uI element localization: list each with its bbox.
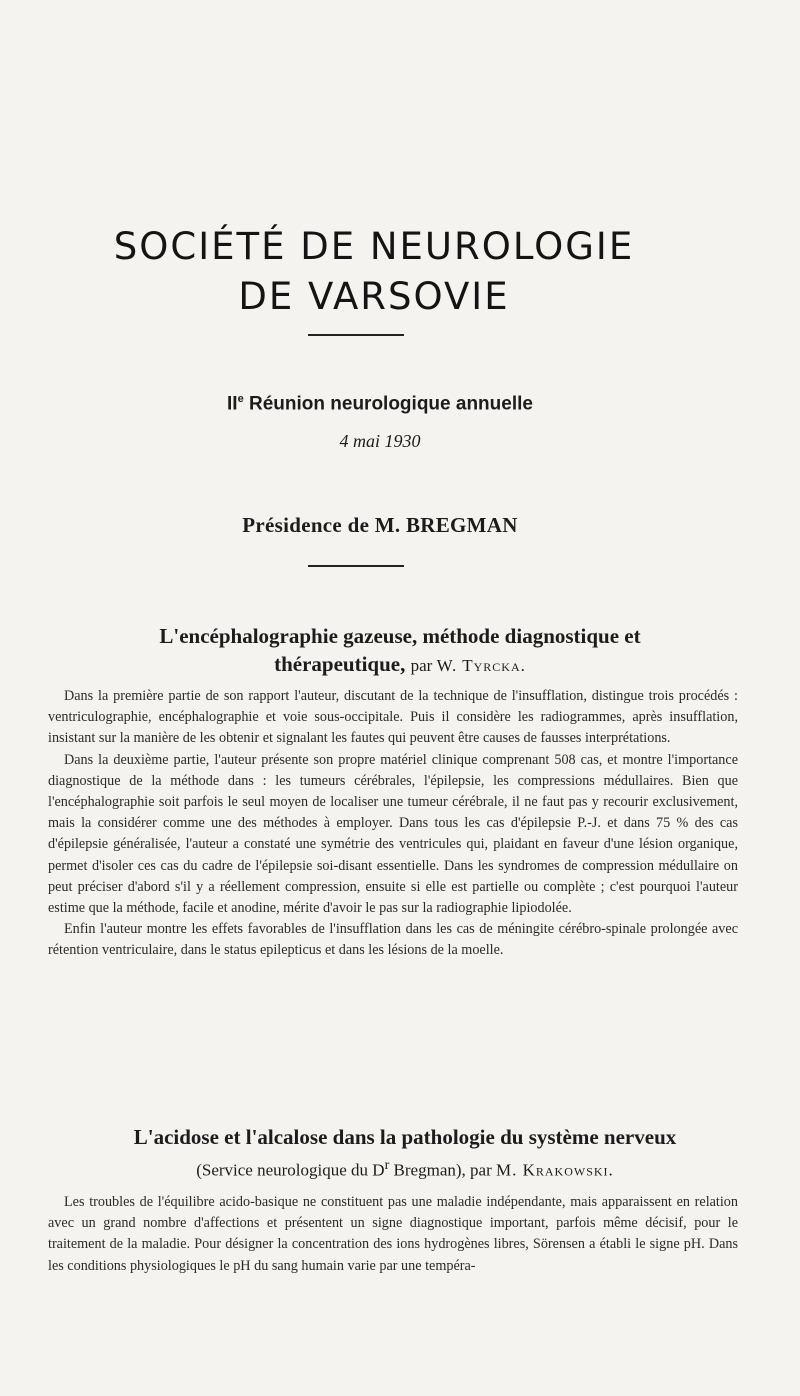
divider-bottom [308, 565, 404, 567]
article1-author-prefix: par [410, 656, 437, 675]
presidency: Présidence de M. BREGMAN [242, 513, 518, 537]
article2-paragraph: Les troubles de l'équilibre acido-basique ne constituent pas une maladie indépendante, mais apparaissent en relation avec un grand nombre d'affections et présentent un signe diagnostique important, parfois même décisif, pour le traitement de la maladie. Pour désigner la concentration des ions hydrogènes libres, Sörensen a établi le signe pH. Dans les conditions physiologiques le pH du sang humain varie par une tempéra- [48, 1194, 738, 1274]
meeting-heading [0, 393, 760, 415]
meeting-number: II [227, 393, 238, 415]
article1-title [60, 622, 740, 680]
article1-paragraph: Enfin l'auteur montre les effets favorables de l'insufflation dans les cas de méningite cérébro-spinale prolongée avec rétention ventriculaire, dans le status epilepticus et dans les lésions de la moelle. [48, 921, 738, 959]
meeting-number-sup: e [237, 393, 244, 405]
article1-author: W. Tyrcka. [436, 656, 526, 675]
article2-title: L'acidose et l'alcalose dans la pathologie du système nerveux [133, 1125, 677, 1149]
article2-body [48, 1192, 738, 1277]
meeting-label: Réunion neurologique annuelle [243, 393, 533, 415]
society-title-line2: DE VARSOVIE [238, 275, 510, 318]
article1-paragraph: Dans la première partie de son rapport l'auteur, discutant de la technique de l'insufflation, distingue trois procédés : ventriculographie, encéphalographie et voie sous-occipitale. Puis il considère les radiogrammes, après insufflation, insistant sur la manière de les obtenir et signalant les fautes qui peuvent être causes de fausses interprétations. [48, 688, 738, 747]
article1-paragraph: Dans la deuxième partie, l'auteur présente son propre matériel clinique comprenant 508 cas, et montre l'importance diagnostique de la méthode dans : les tumeurs cérébrales, l'épilepsie, les compressions médullaires. Bien que l'encéphalographie soit parfois le seul moyen de localiser une tumeur cérébrale, il ne faut pas y recourir exclusivement, mais la considérer comme une des méthodes à employer. Dans tous les cas d'épilepsie P.-J. et dans 75 % des cas d'épilepsie généralisée, l'auteur a constaté une symétrie des ventricules qui, plaidant en faveur d'une lésion organique, permet d'isoler ces cas du cadre de l'épilepsie soi-disant essentielle. Dans les syndromes de compression médullaire on peut préciser d'abord s'il y a réellement compression, ensuite si elle est partielle ou complète ; c'est pourquoi l'auteur estime que la méthode, facile et anodine, mérite d'avoir le pas sur la radiographie lipiodolée. [48, 751, 738, 917]
article1-title-line1: L'encéphalographie gazeuse, méthode diagnostique et [159, 624, 641, 648]
divider-top [308, 334, 404, 336]
article1-title-line2: thérapeutique, par W. Tyrcka. [274, 652, 526, 676]
meeting-date: 4 mai 1930 [339, 431, 421, 451]
article1-body [48, 686, 738, 962]
society-title-line1: SOCIÉTÉ DE NEUROLOGIE [113, 225, 635, 268]
article2-subtitle: (Service neurologique du $D^r$ Bregman), par M. Krakowski. [196, 1157, 614, 1180]
article2-author: M. Krakowski. [495, 1160, 614, 1180]
